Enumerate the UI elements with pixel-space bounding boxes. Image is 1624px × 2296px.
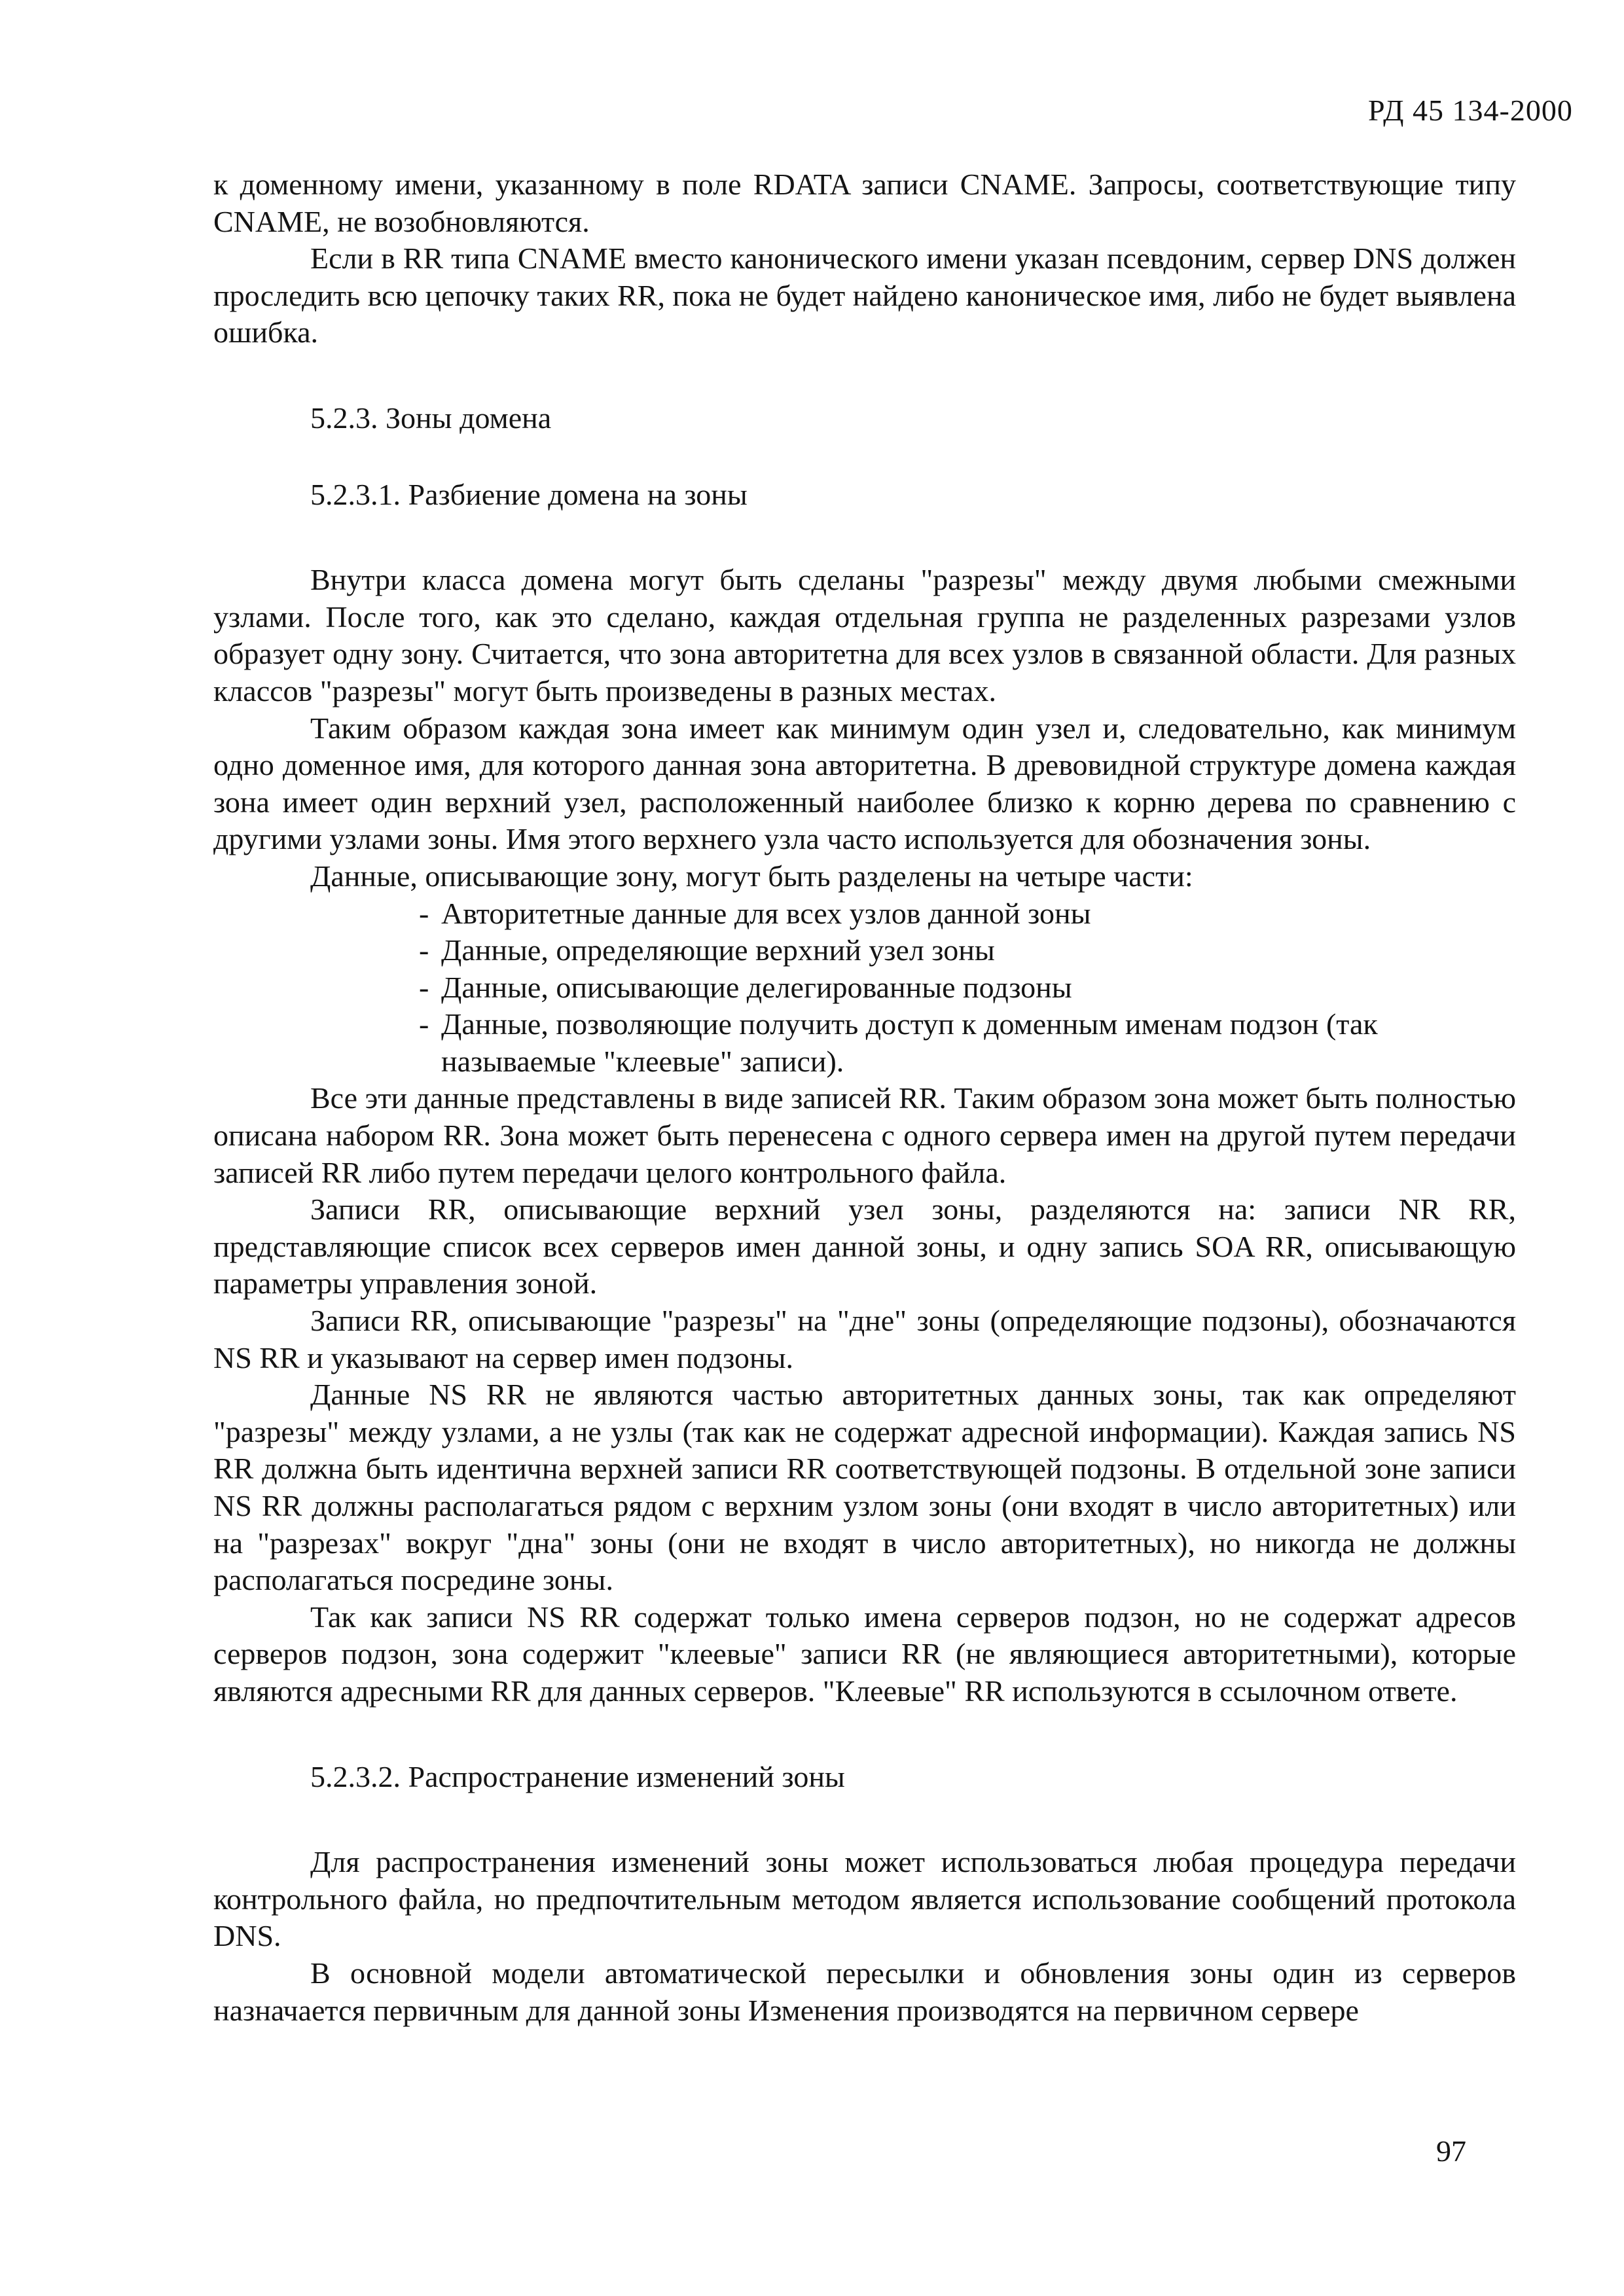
zone-data-parts-list (213, 895, 1516, 1081)
list-item: - Данные, позволяющие получить доступ к доменным именам подзон (так называемые "клеевые" записи). (419, 1006, 1516, 1080)
paragraph-zone-data-parts: Данные, описывающие зону, могут быть разделены на четыре части: (310, 859, 1193, 893)
paragraph-ns-cuts: Записи RR, описывающие "разрезы" на "дне" зоны (определяющие подзоны), обозначаются NS RR и указывают на сервер имен подзоны. (213, 1304, 1516, 1374)
list-item: - Данные, описывающие делегированные подзоны (419, 969, 1516, 1007)
heading-5-2-3-1: 5.2.3.1. Разбиение домена на зоны (310, 477, 748, 511)
list-item: - Авторитетные данные для всех узлов данной зоны (419, 895, 1516, 933)
paragraph-zone-cuts: Внутри класса домена могут быть сделаны "разрезы" между двумя любыми смежными узлами. После того, как это сделано, каждая отдельная группа не разделенных разрезами узлов образует одну зону. Считается, что зона авторитетна для всех узлов в связанной области. Для разных классов "разрезы" могут быть произведены в разных местах. (213, 563, 1516, 708)
heading-5-2-3: 5.2.3. Зоны домена (310, 401, 552, 435)
paragraph-zone-transfer: Для распространения изменений зоны может использоваться любая процедура передачи контрольного файла, но предпочтительным методом является использование сообщений протокола DNS. (213, 1845, 1516, 1953)
paragraph-cname-continuation: к доменному имени, указанному в поле RDATA записи CNAME. Запросы, соответствующие типу CNAME, не возобновляются. (213, 168, 1516, 238)
paragraph-zone-top-node: Таким образом каждая зона имеет как минимум один узел и, следовательно, как минимум одно доменное имя, для которого данная зона авторитетна. В древовидной структуре домена каждая зона имеет один верхний узел, расположенный наиболее близко к корню дерева по сравнению с другими узлами зоны. Имя этого верхнего узла часто используется для обозначения зоны. (213, 711, 1516, 856)
paragraph-ns-authority: Данные NS RR не являются частью авторитетных данных зоны, так как определяют "разрезы" между узлами, а не узлы (так как не содержат адресной информации). Каждая запись NS RR должна быть идентична верхней записи RR соответствующей подзоны. В отдельной зоне записи NS RR должны располагаться рядом с верхним узлом зоны (они входят в число авторитетных) или на "разрезах" вокруг "дна" зоны (они не входят в число авторитетных), но никогда не должны располагаться посредине зоны. (213, 1378, 1516, 1597)
document-body (213, 166, 1516, 2029)
paragraph-primary-server: В основной модели автоматической пересылки и обновления зоны один из серверов назначается первичным для данной зоны Изменения производятся на первичном сервере (213, 1956, 1516, 2027)
heading-5-2-3-2: 5.2.3.2. Распространение изменений зоны (310, 1759, 845, 1793)
paragraph-glue-records: Так как записи NS RR содержат только имена серверов подзон, но не содержат адресов серверов подзон, зона содержит "клеевые" записи RR (не являющиеся авторитетными), которые являются адресными RR для данных серверов. "Клеевые" RR используются в ссылочном ответе. (213, 1600, 1516, 1708)
list-item: - Данные, определяющие верхний узел зоны (419, 932, 1516, 969)
paragraph-cname-alias: Если в RR типа CNAME вместо канонического имени указан псевдоним, сервер DNS должен проследить всю цепочку таких RR, пока не будет найдено каноническое имя, либо не будет выявлена ошибка. (213, 242, 1516, 350)
document-code: РД 45 134-2000 (1368, 94, 1573, 127)
page-number: 97 (1436, 2134, 1466, 2168)
paragraph-top-node-records: Записи RR, описывающие верхний узел зоны, разделяются на: записи NR RR, представляющие список всех серверов имен данной зоны, и одну запись SOA RR, описывающую параметры управления зоной. (213, 1193, 1516, 1300)
paragraph-rr-records: Все эти данные представлены в виде записей RR. Таким образом зона может быть полностью описана набором RR. Зона может быть перенесена с одного сервера имен на другой путем передачи записей RR либо путем передачи целого контрольного файла. (213, 1081, 1516, 1189)
